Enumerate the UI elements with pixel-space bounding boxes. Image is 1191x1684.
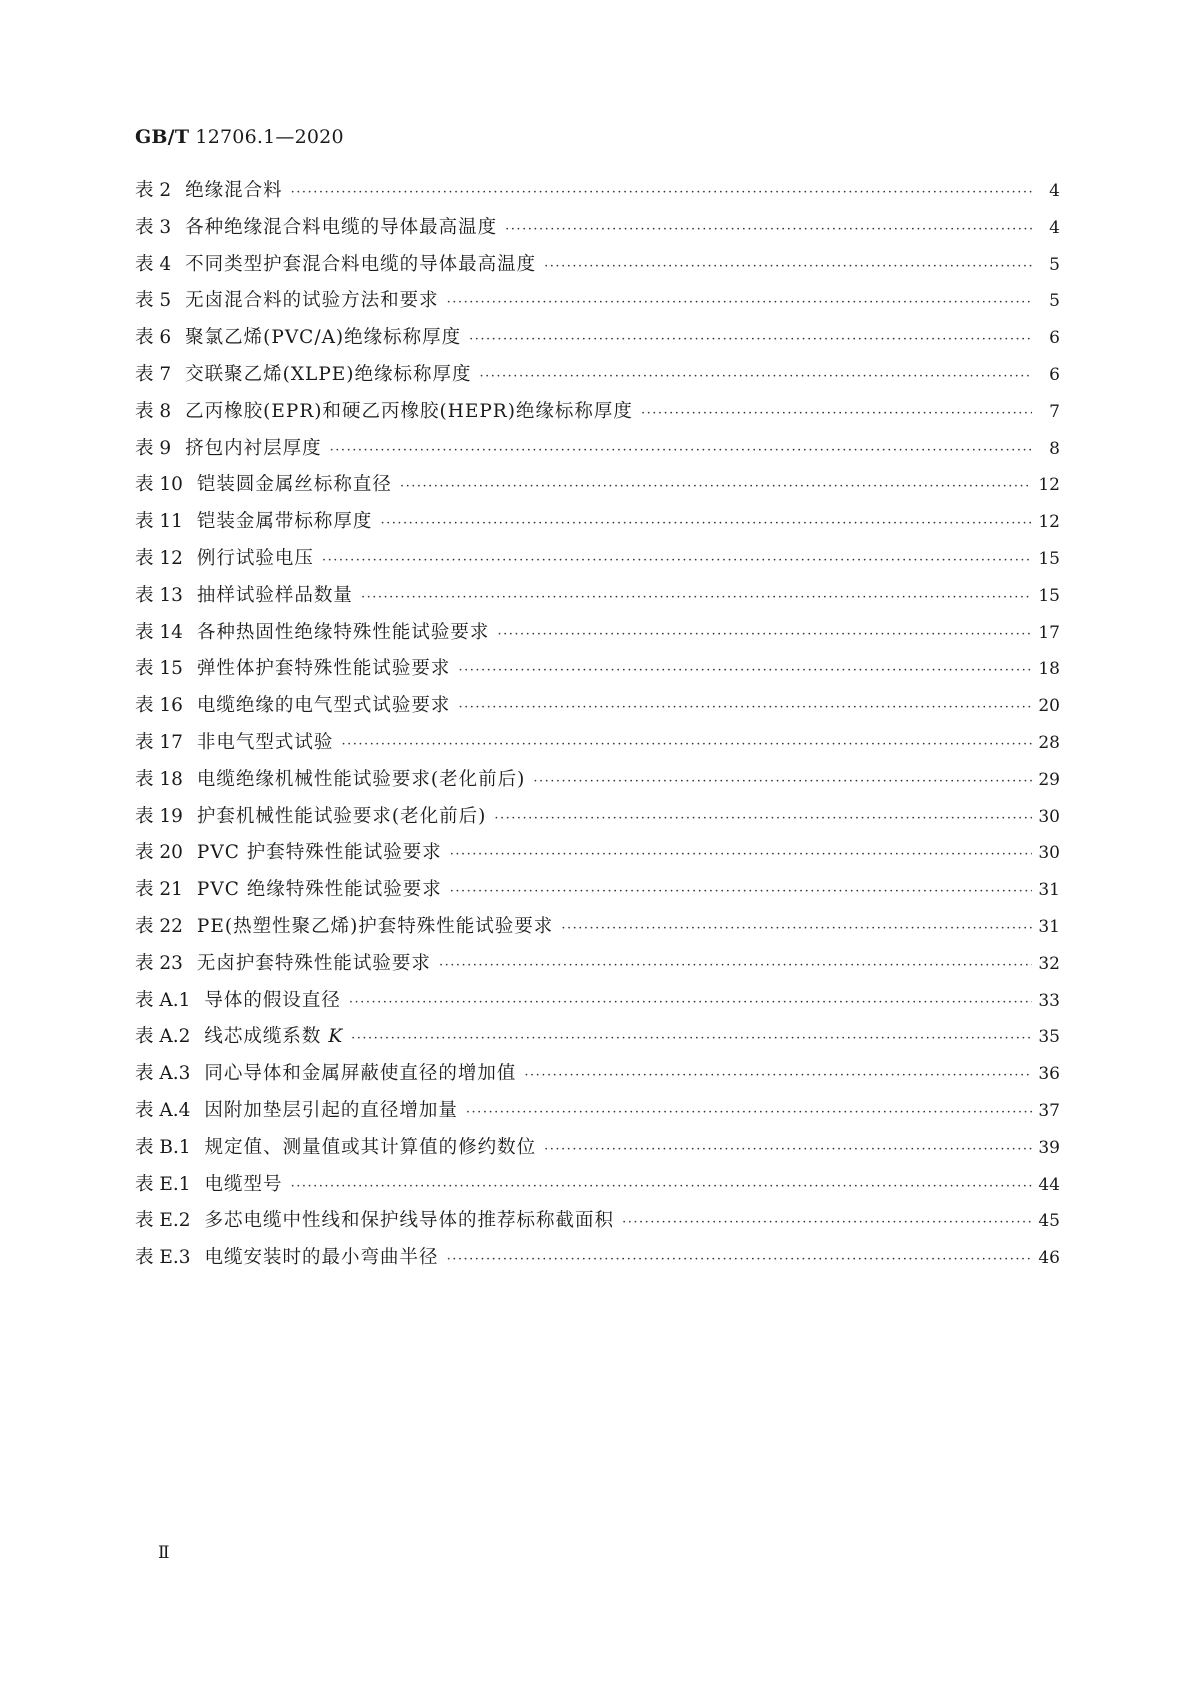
dot-leader [291, 1179, 1032, 1194]
toc-entry-title [197, 507, 373, 533]
toc-entry-page: 33 [1038, 990, 1060, 1011]
toc-entry-title-text: 电缆绝缘的电气型式试验要求 [196, 695, 451, 717]
toc-entry-page: 30 [1038, 806, 1060, 827]
toc-entry-title [197, 949, 431, 975]
dot-leader [447, 1252, 1032, 1267]
toc-entry-page: 12 [1038, 512, 1060, 533]
toc-entry[interactable] [135, 1133, 1060, 1170]
toc-entry-title [205, 1133, 537, 1159]
toc-entry-page: 29 [1038, 769, 1060, 790]
table-of-tables [135, 176, 1060, 1280]
dot-leader [561, 921, 1032, 936]
toc-entry-label: 表 B.1 [135, 1136, 191, 1158]
toc-entry-label: 表 23 [135, 952, 183, 974]
toc-entry-title [204, 1096, 458, 1122]
toc-entry-label: 表 E.3 [135, 1247, 191, 1269]
toc-entry-title [197, 875, 442, 901]
toc-entry-label: 表 A.2 [135, 1026, 191, 1048]
toc-entry-title [197, 691, 451, 717]
toc-entry-title-text: PVC 护套特殊性能试验要求 [196, 842, 442, 864]
toc-entry-label: 表 3 [135, 216, 172, 238]
toc-entry-title [185, 250, 536, 276]
toc-entry[interactable] [135, 507, 1060, 544]
toc-entry-title [197, 912, 553, 938]
toc-entry-title-text: 乙丙橡胶(EPR)和硬乙丙橡胶(HEPR)绝缘标称厚度 [185, 400, 633, 422]
toc-entry-page: 4 [1049, 217, 1060, 238]
dot-leader [524, 1068, 1032, 1083]
dot-leader [458, 663, 1032, 678]
toc-entry-label: 表 16 [135, 695, 183, 717]
toc-entry-page: 8 [1049, 438, 1060, 459]
toc-entry-label: 表 19 [135, 805, 183, 827]
toc-entry[interactable] [135, 728, 1060, 765]
dot-leader [341, 737, 1032, 752]
toc-entry-title [197, 728, 334, 754]
toc-entry-title [185, 323, 461, 349]
toc-entry-title-text: 交联聚乙烯(XLPE)绝缘标称厚度 [185, 363, 472, 385]
dot-leader [400, 479, 1032, 494]
toc-entry-title-text: 挤包内衬层厚度 [185, 437, 322, 459]
dot-leader [447, 295, 1032, 310]
toc-entry-title [204, 1059, 516, 1085]
toc-entry-label: 表 14 [135, 621, 183, 643]
toc-entry[interactable] [135, 765, 1060, 802]
standard-number [135, 126, 344, 148]
toc-entry-page: 35 [1038, 1027, 1060, 1048]
toc-entry-label: 表 9 [135, 437, 172, 459]
toc-entry[interactable] [135, 1059, 1060, 1096]
toc-entry-page: 15 [1038, 548, 1060, 569]
toc-entry[interactable] [135, 1243, 1060, 1280]
toc-entry-page: 12 [1038, 475, 1060, 496]
toc-entry[interactable] [135, 949, 1060, 986]
toc-entry-title-text: 导体的假设直径 [204, 989, 341, 1011]
toc-entry-title [185, 213, 497, 239]
toc-entry-page: 7 [1049, 401, 1060, 422]
toc-entry-title [204, 1022, 343, 1048]
toc-entry-label: 表 7 [135, 363, 172, 385]
toc-entry-page: 45 [1038, 1211, 1060, 1232]
toc-entry-page: 5 [1049, 291, 1060, 312]
toc-entry[interactable] [135, 1170, 1060, 1207]
toc-entry[interactable] [135, 544, 1060, 581]
toc-entry-page: 39 [1038, 1137, 1060, 1158]
toc-entry[interactable] [135, 1096, 1060, 1133]
toc-entry-page: 5 [1049, 254, 1060, 275]
toc-entry-title [197, 654, 451, 680]
toc-entry-label: 表 A.3 [135, 1063, 191, 1085]
toc-entry-page: 44 [1038, 1174, 1060, 1195]
toc-entry-title-text: 护套机械性能试验要求(老化前后) [196, 805, 487, 827]
toc-entry-title-text: 弹性体护套特殊性能试验要求 [196, 658, 451, 680]
toc-entry-page: 4 [1049, 181, 1060, 201]
toc-entry-title-text: 铠装金属带标称厚度 [196, 511, 373, 533]
toc-entry-label: 表 5 [135, 290, 172, 312]
toc-entry-title [185, 176, 283, 202]
toc-entry-page: 30 [1038, 843, 1060, 864]
toc-entry-label: 表 15 [135, 658, 183, 680]
toc-entry-page: 32 [1038, 953, 1060, 974]
toc-entry-label: 表 6 [135, 327, 172, 349]
toc-entry-page: 18 [1038, 659, 1060, 680]
toc-entry-title-text: 无卤混合料的试验方法和要求 [185, 290, 439, 312]
toc-entry-title-text: 多芯电缆中性线和保护线导体的推荐标称截面积 [204, 1210, 615, 1232]
dot-leader [450, 884, 1032, 899]
toc-entry-title-text: 电缆型号 [204, 1173, 283, 1195]
toc-entry-page: 6 [1049, 328, 1060, 349]
toc-entry-title-text: 电缆绝缘机械性能试验要求(老化前后) [196, 768, 526, 790]
toc-entry-label: 表 21 [135, 879, 183, 901]
toc-entry[interactable] [135, 691, 1060, 728]
toc-entry[interactable] [135, 323, 1060, 360]
standard-code: GB/T [135, 126, 190, 148]
toc-entry[interactable] [135, 802, 1060, 839]
toc-entry-label: 表 A.4 [135, 1099, 191, 1121]
toc-entry-title-text: PVC 绝缘特殊性能试验要求 [196, 879, 442, 901]
toc-entry-title-text: 各种热固性绝缘特殊性能试验要求 [196, 621, 490, 643]
dot-leader [466, 1105, 1032, 1120]
standard-year-number: 12706.1—2020 [195, 126, 344, 148]
dot-leader [544, 259, 1032, 274]
dot-leader [533, 774, 1032, 789]
toc-entry-page: 15 [1038, 585, 1060, 606]
toc-entry-label: 表 12 [135, 547, 183, 569]
dot-leader [469, 332, 1032, 347]
toc-entry-title-text: 无卤护套特殊性能试验要求 [196, 952, 431, 974]
dot-leader [349, 995, 1032, 1010]
toc-entry-title-text: PE(热塑性聚乙烯)护套特殊性能试验要求 [196, 915, 554, 937]
toc-entry[interactable] [135, 250, 1060, 287]
toc-entry-title-text: 抽样试验样品数量 [196, 584, 353, 606]
toc-entry[interactable] [135, 986, 1060, 1023]
toc-entry-label: 表 A.1 [135, 989, 191, 1011]
toc-entry-title-text: 铠装圆金属丝标称直径 [196, 474, 392, 496]
toc-entry-label: 表 20 [135, 842, 183, 864]
dot-leader [544, 1142, 1032, 1157]
dot-leader [641, 406, 1032, 421]
dot-leader [497, 627, 1032, 642]
toc-entry-label: 表 E.1 [135, 1173, 191, 1195]
toc-entry[interactable] [135, 176, 1060, 213]
toc-entry-title [205, 1170, 283, 1196]
toc-entry[interactable] [135, 434, 1060, 471]
toc-entry-title-text: 聚氯乙烯(PVC/A)绝缘标称厚度 [185, 327, 462, 349]
toc-entry-label: 表 10 [135, 474, 183, 496]
toc-entry-page: 6 [1049, 364, 1060, 385]
toc-entry-title [197, 581, 353, 607]
toc-entry[interactable] [135, 1022, 1060, 1059]
toc-entry-label: 表 22 [135, 915, 183, 937]
toc-entry-title [197, 802, 486, 828]
toc-entry-label: 表 17 [135, 731, 183, 753]
toc-entry-title [185, 397, 633, 423]
dot-leader [622, 1215, 1032, 1230]
toc-entry[interactable] [135, 286, 1060, 323]
toc-entry-page: 46 [1038, 1248, 1060, 1269]
toc-entry-title [185, 434, 322, 460]
toc-entry-page: 37 [1038, 1100, 1060, 1121]
toc-entry-title-text: 不同类型护套混合料电缆的导体最高温度 [185, 253, 537, 275]
toc-entry[interactable] [135, 213, 1060, 250]
dot-leader [450, 847, 1032, 862]
toc-entry-label: 表 18 [135, 768, 183, 790]
toc-entry[interactable] [135, 581, 1060, 618]
toc-entry-title [197, 618, 490, 644]
toc-entry-title [205, 1243, 439, 1269]
toc-entry-title-symbol: K [328, 1026, 344, 1048]
toc-entry-title [197, 765, 525, 791]
toc-entry[interactable] [135, 654, 1060, 691]
dot-leader [439, 958, 1032, 973]
toc-entry[interactable] [135, 470, 1060, 507]
toc-entry-title-text: 规定值、测量值或其计算值的修约数位 [204, 1136, 537, 1158]
toc-entry[interactable] [135, 838, 1060, 875]
toc-entry-title-text: 绝缘混合料 [185, 180, 283, 201]
toc-entry[interactable] [135, 360, 1060, 397]
toc-entry-title [185, 360, 471, 386]
toc-entry-title [204, 986, 341, 1012]
toc-entry-page: 20 [1038, 696, 1060, 717]
toc-entry[interactable] [135, 397, 1060, 434]
toc-entry-title [185, 286, 439, 312]
toc-entry-title-text: 各种绝缘混合料电缆的导体最高温度 [185, 216, 498, 238]
toc-entry-page: 28 [1038, 732, 1060, 753]
toc-entry-title [197, 470, 392, 496]
toc-entry-label: 表 E.2 [135, 1210, 191, 1232]
dot-leader [505, 222, 1032, 237]
toc-entry[interactable] [135, 1206, 1060, 1243]
dot-leader [322, 553, 1032, 568]
dot-leader [361, 590, 1032, 605]
toc-entry-page: 31 [1038, 880, 1060, 901]
toc-entry-page: 17 [1038, 622, 1060, 643]
toc-entry[interactable] [135, 912, 1060, 949]
toc-entry-title [205, 1206, 615, 1232]
dot-leader [494, 811, 1032, 826]
toc-entry-label: 表 2 [135, 180, 172, 201]
toc-entry[interactable] [135, 618, 1060, 655]
dot-leader [291, 185, 1032, 200]
toc-entry-page: 36 [1038, 1064, 1060, 1085]
toc-entry-label: 表 4 [135, 253, 172, 275]
toc-entry-title [197, 544, 314, 570]
toc-entry-title-text: 例行试验电压 [196, 547, 314, 569]
toc-entry-title-text: 因附加垫层引起的直径增加量 [204, 1099, 458, 1121]
toc-entry-title-text: 电缆安装时的最小弯曲半径 [204, 1247, 439, 1269]
toc-entry-label: 表 11 [135, 511, 183, 533]
dot-leader [458, 700, 1032, 715]
toc-entry-title [197, 838, 442, 864]
toc-entry-label: 表 8 [135, 400, 172, 422]
dot-leader [380, 516, 1032, 531]
dot-leader [480, 369, 1032, 384]
toc-entry-title-text: 同心导体和金属屏蔽使直径的增加值 [204, 1063, 517, 1085]
toc-entry-title-text: 线芯成缆系数 [204, 1026, 322, 1048]
toc-entry-title-text: 非电气型式试验 [196, 731, 334, 753]
dot-leader [351, 1031, 1032, 1046]
toc-entry[interactable] [135, 875, 1060, 912]
dot-leader [330, 443, 1032, 458]
toc-entry-label: 表 13 [135, 584, 183, 606]
toc-entry-page: 31 [1038, 916, 1060, 937]
page-folio: Ⅱ [158, 1543, 170, 1563]
